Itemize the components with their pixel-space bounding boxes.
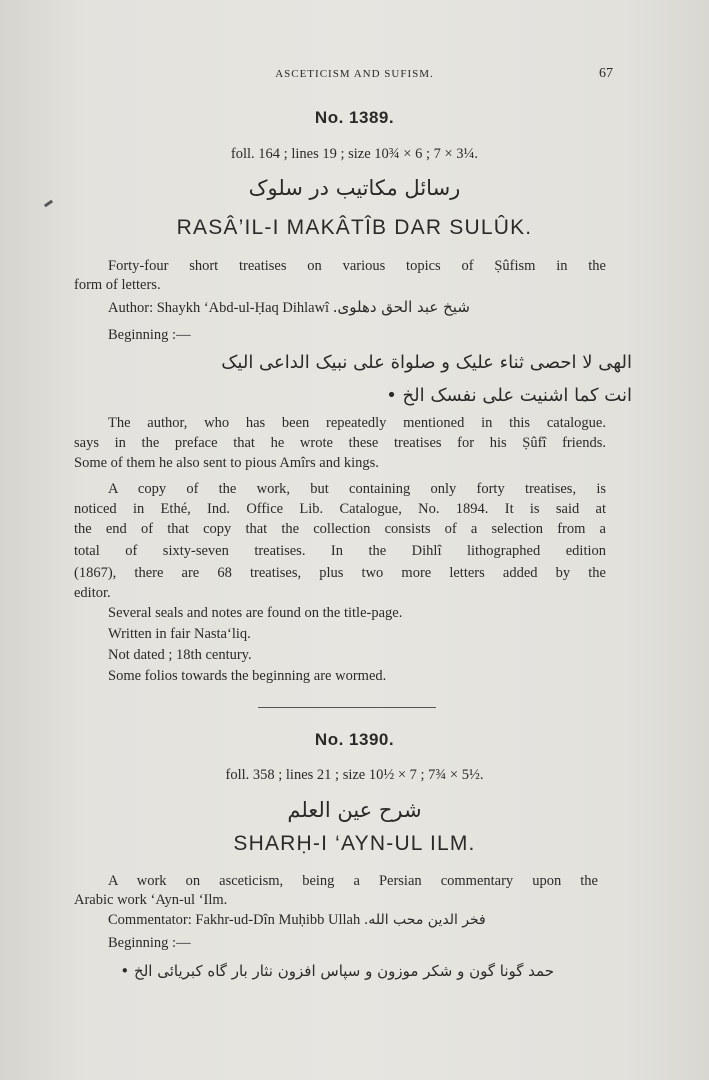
- running-head: ASCETICISM AND SUFISM.: [275, 68, 434, 80]
- entry-1390-commentator: [108, 912, 486, 929]
- entry-1389-note-4: Some folios towards the beginning are wormed.: [108, 668, 387, 684]
- entry-1389-para1-line-1: The author, who has been repeatedly mentioned in this catalogue.: [108, 415, 606, 431]
- commentator-label: Commentator: Fakhr-ud-Dîn Muḥibb Ullah: [108, 912, 361, 928]
- entry-1390-desc-line-1: A work on asceticism, being a Persian commentary upon the: [108, 873, 598, 889]
- margin-mark: [44, 200, 53, 208]
- entry-1389-title-latin: RASÂ’IL-I MAKÂTÎB DAR SULÛK.: [176, 216, 533, 239]
- entry-1390-title-latin: SHARḤ-I ‘AYN-UL ILM.: [233, 832, 476, 855]
- entry-1390-number: No. 1390.: [314, 730, 395, 749]
- author-persian: شیخ عبد الحق دھلوی.: [332, 298, 470, 316]
- entry-1389-beginning-line-1: الهی لا احصی ثناء علیک و صلواة علی نبیک الداعی الیک: [221, 352, 632, 373]
- entry-1389-note-2: Written in fair Nasta‘liq.: [108, 626, 251, 642]
- author-label: Author: Shaykh ‘Abd-ul-Ḥaq Dihlawî: [108, 300, 330, 316]
- entry-1389-para2-line-3: the end of that copy that the collection consists of a selection from a: [74, 521, 606, 537]
- entry-1389-para2-line-6: editor.: [74, 585, 111, 601]
- entry-1389-para1-line-3: Some of them he also sent to pious Amîrs and kings.: [74, 455, 379, 471]
- entry-1390-desc-line-2: Arabic work ‘Ayn-ul ‘Ilm.: [74, 892, 228, 908]
- entry-1389-note-1: Several seals and notes are found on the title-page.: [108, 605, 403, 621]
- entry-1389-number: No. 1389.: [314, 108, 395, 127]
- entry-1389-para2-line-5: (1867), there are 68 treatises, plus two more letters added by the: [74, 565, 606, 581]
- entry-1390-title-persian: شرح عین العلم: [287, 798, 422, 822]
- entry-1389-desc-line-1: Forty-four short treatises on various topics of Ṣûfism in the: [108, 258, 606, 274]
- entry-1390-meta: foll. 358 ; lines 21 ; size 10½ × 7 ; 7¾ × 5½.: [225, 767, 484, 783]
- entry-1389-beginning-label: Beginning :—: [108, 327, 191, 343]
- entry-1390-beginning-label: Beginning :—: [108, 935, 191, 951]
- entry-1389-title-persian: رسائل مکاتیب در سلوک: [248, 176, 461, 200]
- entry-1389-meta: foll. 164 ; lines 19 ; size 10¾ × 6 ; 7 × 3¼.: [230, 146, 479, 162]
- entry-1389-para2-line-1: A copy of the work, but containing only forty treatises, is: [108, 481, 606, 497]
- commentator-persian: فخر الدین محب الله.: [363, 912, 486, 928]
- entry-1389-beginning-line-2: انت کما اشنیت علی نفسک الخ •: [386, 385, 632, 406]
- entry-1389-note-3: Not dated ; 18th century.: [108, 647, 252, 663]
- entry-1389-para2-line-2: noticed in Ethé, Ind. Office Lib. Catalogue, No. 1894. It is said at: [74, 501, 606, 517]
- entry-1389-para1-line-2: says in the preface that he wrote these treatises for his Ṣûfî friends.: [74, 435, 606, 451]
- entry-1389-desc-line-2: form of letters.: [74, 277, 161, 293]
- entry-1390-beginning-line: حمد گونا گون و شکر موزون و سپاس افزون نثار بار گاه کبریائی الخ •: [120, 962, 554, 980]
- entry-1389-para2-line-4: total of sixty-seven treatises. In the Dihlî lithographed edition: [74, 543, 606, 559]
- page-number: 67: [599, 66, 613, 81]
- entry-1389-author: [108, 298, 470, 317]
- section-divider: [258, 707, 436, 708]
